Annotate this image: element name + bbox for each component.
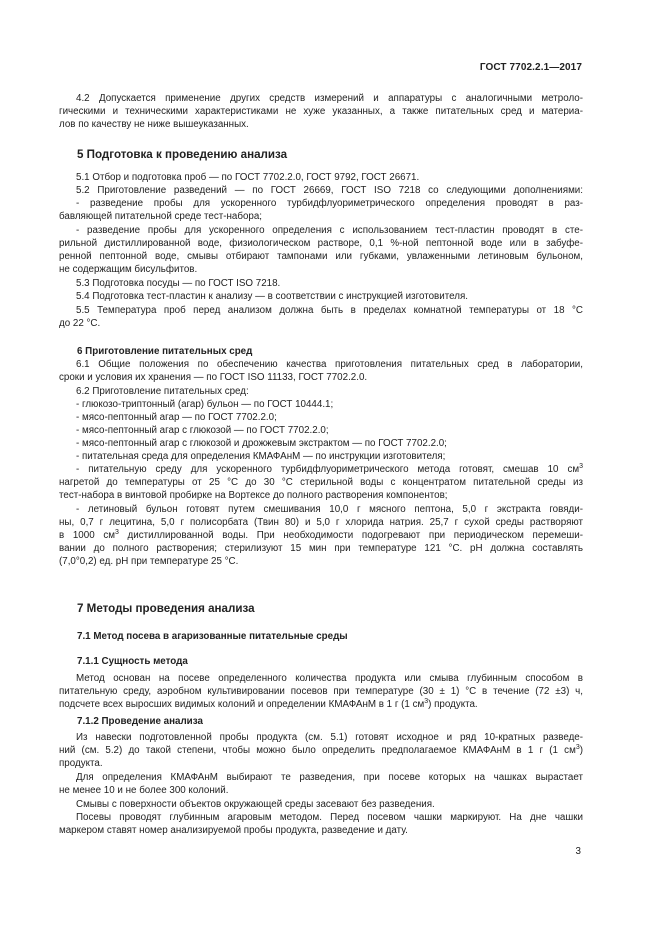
- para-4-2-line: 4.2 Допускается применение других средств измерений и аппаратуры с аналогичными метроло-: [76, 93, 583, 104]
- list-item-cont: тест-набора в винтовой пробирке на Вортексе до полного растворения компонентов;: [59, 490, 448, 501]
- list-item-cont: нагретой до температуры от 25 °С до 30 °С стерильной воды с концентратом питательной среды из: [59, 477, 583, 488]
- para-5-2-item-2-cont: рильной дистиллированной воде, физиологическом растворе, 0,1 %-ной пептонной воде или в забуфе-: [59, 238, 583, 249]
- para-7-1-2-b-cont: не менее 10 и не более 300 колоний.: [59, 785, 229, 796]
- list-item-cont: вании до полного растворения; стерилизуют 15 мин при температуре 121 °С. pH должна составлять: [59, 543, 583, 554]
- list-item-cont: (7,0°0,2) ед. pH при температуре 25 °С.: [59, 556, 239, 567]
- para-5-2-item-1-cont: бавляющей питательной среде тест-набора;: [59, 211, 263, 222]
- para-5-1: 5.1 Отбор и подготовка проб — по ГОСТ 7702.2.0, ГОСТ 9792, ГОСТ 26671.: [76, 172, 420, 183]
- para-7-1-2-b: Для определения КМАФАнМ выбирают те разведения, при посеве которых на чашках вырастает: [76, 772, 583, 783]
- para-text: ) продукта.: [428, 699, 478, 710]
- para-6-1-cont: сроки и условия их хранения — по ГОСТ ISO 11133, ГОСТ 7702.2.0.: [59, 372, 368, 383]
- para-7-1-2-cont: продукта.: [59, 758, 103, 769]
- section-7-1-1-heading: 7.1.1 Сущность метода: [77, 656, 188, 667]
- section-7-1-2-heading: 7.1.2 Проведение анализа: [77, 716, 203, 727]
- list-item: - мясо-пептонный агар — по ГОСТ 7702.2.0;: [76, 412, 277, 423]
- para-4-2-line: гическими и техническими характеристиками не хуже указанных, а также питательных сред и материа-: [59, 106, 583, 117]
- para-5-2-item-1: - разведение пробы для ускоренного турбидфлуориметрического определения проводят в раз-: [76, 198, 583, 209]
- para-7-1-1-cont: [59, 699, 583, 711]
- para-5-2: 5.2 Приготовление разведений — по ГОСТ 26669, ГОСТ ISO 7218 со следующими дополнениями:: [76, 185, 583, 196]
- para-7-1-1-cont: питательную среду, аэробном культивировании посевов при температуре (30 ± 1) °С в течение (72 ±3) ч,: [59, 686, 583, 697]
- section-7-1-heading: 7.1 Метод посева в агаризованные питательные среды: [77, 631, 348, 642]
- page-number: 3: [575, 846, 581, 857]
- para-text: подсчете всех выросших видимых колоний и определении КМАФАнМ в 1 г (1 см: [59, 699, 425, 710]
- superscript: 3: [424, 698, 429, 705]
- section-7-heading: 7 Методы проведения анализа: [77, 602, 255, 615]
- para-text: ): [579, 745, 583, 756]
- para-7-1-2-cont: [59, 745, 583, 757]
- list-item: - летиновый бульон готовят путем смешивания 10,0 г мясного пептона, 5,0 г экстракта говяди-: [76, 504, 583, 515]
- para-7-1-2: Из навески подготовленной пробы продукта (см. 5.1) готовят исходное и ряд 10-кратных разведе-: [76, 732, 583, 743]
- para-6-1: 6.1 Общие положения по обеспечению качества приготовления питательных сред в лаборатории,: [76, 359, 583, 370]
- section-5-heading: 5 Подготовка к проведению анализа: [77, 148, 288, 161]
- document-header-id: ГОСТ 7702.2.1—2017: [479, 62, 582, 73]
- section-6-heading: 6 Приготовление питательных сред: [77, 346, 253, 357]
- para-5-4: 5.4 Подготовка тест-пластин к анализу — в соответствии с инструкцией изготовителя.: [76, 291, 468, 302]
- list-item: - глюкозо-триптонный (агар) бульон — по ГОСТ 10444.1;: [76, 399, 334, 410]
- para-5-2-item-2-cont: ренной пептонной воде, смывы отбирают тампонами или губками, увлаженными летиновым бульоном,: [59, 251, 583, 262]
- para-5-5: 5.5 Температура проб перед анализом должна быть в пределах комнатной температуры от 18 °С: [76, 305, 583, 316]
- para-5-2-item-2-cont: не содержащим бисульфитов.: [59, 264, 198, 275]
- list-item-text: в 1000 см: [59, 530, 115, 541]
- superscript: 3: [114, 529, 119, 536]
- list-item: - мясо-пептонный агар с глюкозой — по ГОСТ 7702.2.0;: [76, 425, 329, 436]
- list-item-text: дистиллированной воды. При необходимости подогревают при периодическом перемеши-: [118, 530, 583, 541]
- para-7-1-2-d: Посевы проводят глубинным агаровым методом. Перед посевом чашки маркируют. На дне чашки: [76, 812, 583, 823]
- para-7-1-2-c: Смывы с поверхности объектов окружающей среды засевают без разведения.: [76, 799, 435, 810]
- superscript: 3: [579, 463, 583, 470]
- para-6-2: 6.2 Приготовление питательных сред:: [76, 386, 249, 397]
- list-item: - мясо-пептонный агар с глюкозой и дрожжевым экстрактом — по ГОСТ 7702.2.0;: [76, 438, 447, 449]
- superscript: 3: [575, 744, 580, 751]
- list-item: [76, 464, 583, 476]
- list-item: - питательная среда для определения КМАФАнМ — по инструкции изготовителя;: [76, 451, 446, 462]
- para-7-1-2-d-cont: маркером ставят номер анализируемой пробы продукта, разведение и дату.: [59, 825, 408, 836]
- list-item-text: - питательную среду для ускоренного турбидфлуориметрического метода готовят, смешав 10 см: [76, 464, 580, 475]
- para-text: ний (см. 5.2) до такой степени, чтобы можно было определить предполагаемое КМАФАнМ в 1 г (1 см: [59, 745, 576, 756]
- list-item-cont: ны, 0,7 г лецитина, 5,0 г полисорбата (Твин 80) и 5,0 г хлорида натрия. 25,7 г сухой среды растворяют: [59, 517, 583, 528]
- para-4-2-line: лов по качеству не ниже вышеуказанных.: [59, 119, 249, 130]
- para-5-2-item-2: - разведение пробы для ускоренного определения с использованием тест-пластин проводят в сте-: [76, 225, 583, 236]
- para-5-5-cont: до 22 °С.: [59, 318, 101, 329]
- para-5-3: 5.3 Подготовка посуды — по ГОСТ ISO 7218.: [76, 278, 281, 289]
- para-7-1-1: Метод основан на посеве определенного количества продукта или смыва глубинным способом в: [76, 673, 583, 684]
- list-item-cont: [59, 530, 583, 542]
